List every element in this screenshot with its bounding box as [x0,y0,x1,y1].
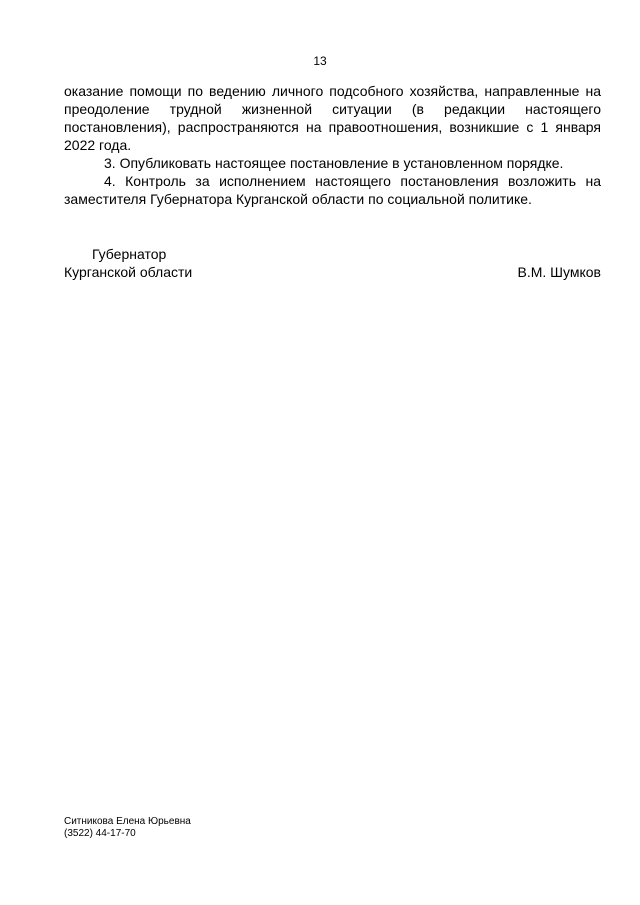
executor-name: Ситникова Елена Юрьевна [64,816,191,827]
signature-block [64,245,601,281]
signature-row [64,263,601,281]
signatory-title-line1: Губернатор [92,246,167,262]
page-number: 13 [313,54,327,68]
paragraph-continuation: оказание помощи по ведению личного подсобного хозяйства, направленные на преодоление трудной жизненной ситуации (в редакции настоящего постановления), распространяются на правоотношения, возникшие с 1 января 2022 года. [64,83,601,153]
document-body [64,82,601,208]
executor-contact [64,816,191,840]
executor-phone: (3522) 44-17-70 [64,828,136,839]
paragraph-item-3: 3. Опубликовать настоящее постановление в установленном порядке. [104,155,564,171]
paragraph-item-4: 4. Контроль за исполнением настоящего постановления возложить на заместителя Губернатора Курганской области по социальной политике. [64,173,601,207]
signatory-name: В.М. Шумков [517,264,601,280]
signatory-title-line2: Курганской области [64,264,193,280]
